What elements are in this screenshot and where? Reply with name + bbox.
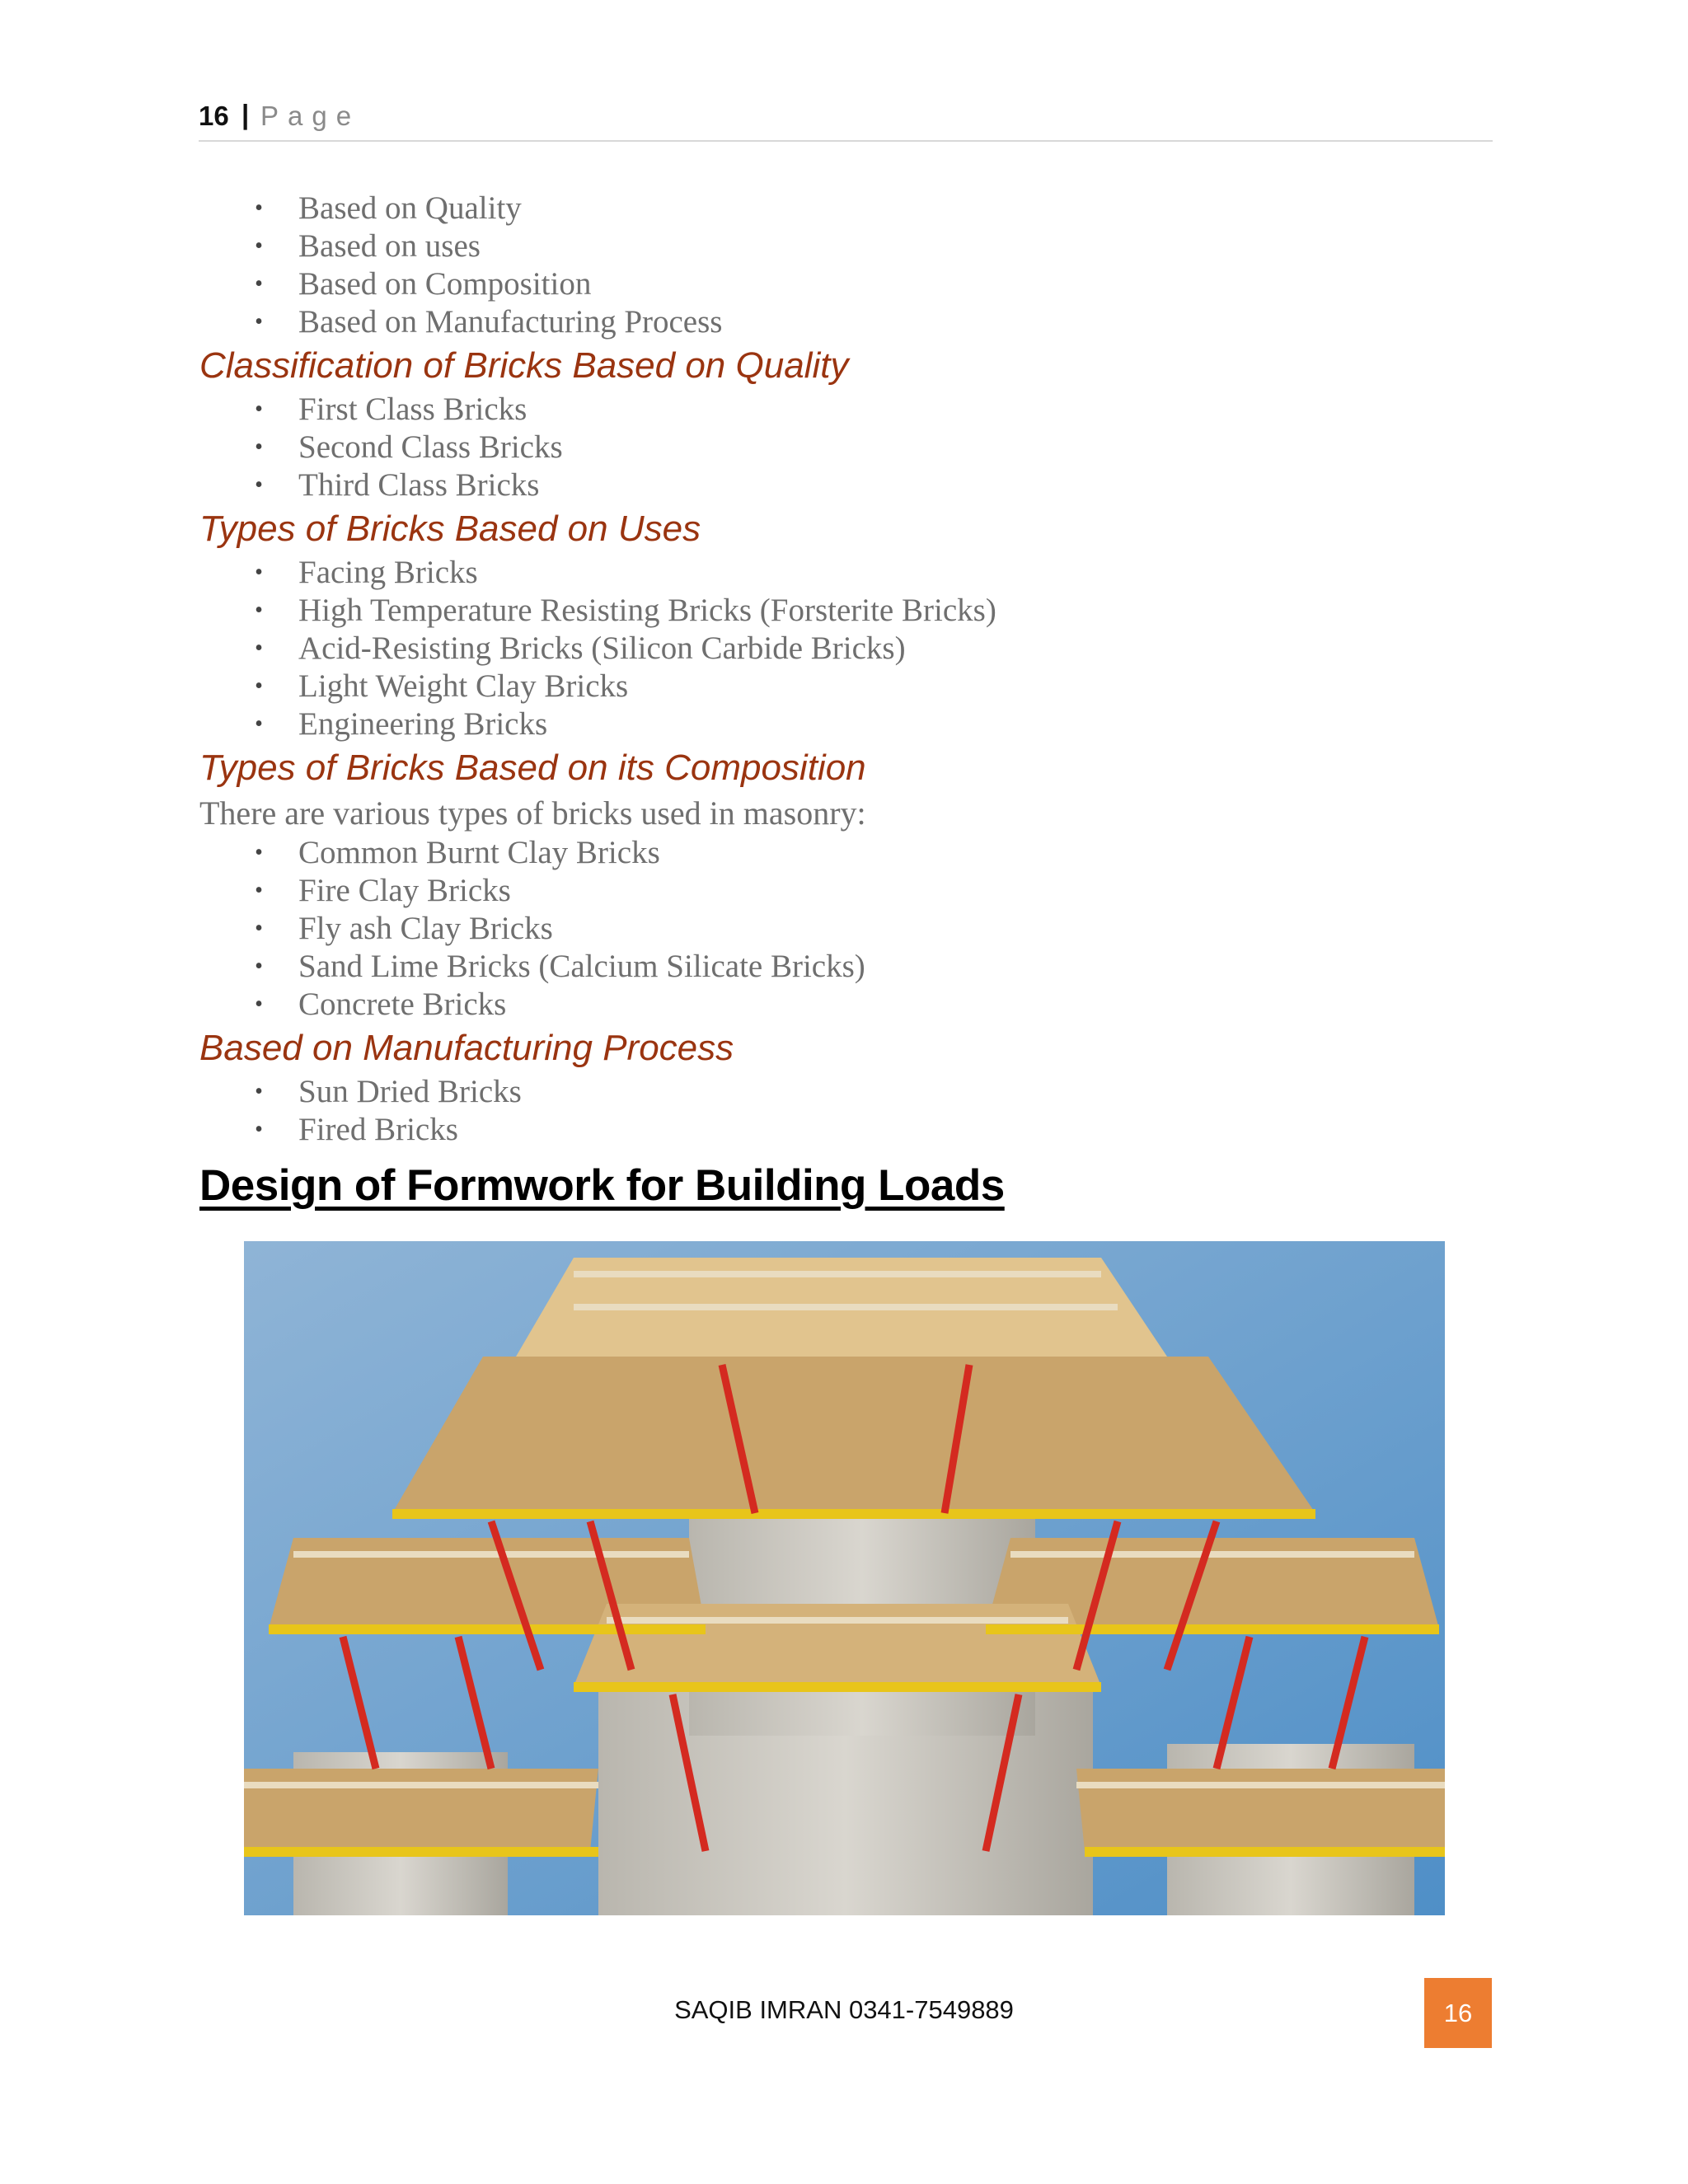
list-item: • Common Burnt Clay Bricks [199,834,1485,872]
list-item: • Second Class Bricks [199,429,1485,466]
list-item: • Based on Quality [199,190,1485,227]
manufacturing-list [199,1073,1485,1149]
list-item: • Third Class Bricks [199,466,1485,504]
section-heading-quality: Classification of Bricks Based on Quality [199,345,849,386]
footer-page-badge: 16 [1424,1978,1492,2048]
bullet-icon: • [255,233,263,259]
section-heading-composition: Types of Bricks Based on its Composition [199,748,866,788]
header-separator: | [241,99,250,129]
page-header [199,97,1493,142]
list-item: • Light Weight Clay Bricks [199,668,1485,705]
bullet-icon: • [255,840,263,865]
list-item: • Based on Composition [199,265,1485,303]
composition-paragraph: There are various types of bricks used in masonry: [199,794,866,832]
bullet-icon: • [255,954,263,979]
list-item: • Sun Dried Bricks [199,1073,1485,1111]
list-item: • Fly ash Clay Bricks [199,910,1485,948]
bullet-icon: • [255,1117,263,1142]
composition-list [199,834,1485,1024]
list-item: • Based on uses [199,227,1485,265]
list-item: • Fire Clay Bricks [199,872,1485,910]
bullet-icon: • [255,673,263,699]
list-item: • Facing Bricks [199,554,1485,592]
list-item: • Concrete Bricks [199,986,1485,1024]
bullet-icon: • [255,396,263,422]
formwork-photo [244,1241,1445,1915]
quality-list [199,391,1485,504]
header-page-label: Page [260,101,361,131]
bullet-icon: • [255,598,263,623]
bullet-icon: • [255,271,263,297]
intro-list [199,190,1485,341]
bullet-icon: • [255,309,263,335]
list-item: • Acid-Resisting Bricks (Silicon Carbide Bricks) [199,630,1485,668]
list-item: • High Temperature Resisting Bricks (Forsterite Bricks) [199,592,1485,630]
bullet-icon: • [255,560,263,585]
list-item: • Fired Bricks [199,1111,1485,1149]
header-page-number: 16 [199,101,229,131]
list-item: • Engineering Bricks [199,705,1485,743]
footer-author: SAQIB IMRAN 0341-7549889 [674,1995,1014,2024]
list-item: • Sand Lime Bricks (Calcium Silicate Bricks) [199,948,1485,986]
main-heading: Design of Formwork for Building Loads [199,1161,1005,1210]
list-item: • Based on Manufacturing Process [199,303,1485,341]
uses-list [199,554,1485,743]
bullet-icon: • [255,434,263,460]
section-heading-uses: Types of Bricks Based on Uses [199,509,701,549]
bullet-icon: • [255,711,263,737]
bullet-icon: • [255,472,263,498]
bullet-icon: • [255,635,263,661]
list-item: • First Class Bricks [199,391,1485,429]
bullet-icon: • [255,1079,263,1104]
section-heading-manufacturing: Based on Manufacturing Process [199,1028,734,1068]
bullet-icon: • [255,991,263,1017]
bullet-icon: • [255,878,263,903]
document-body [199,190,1485,1218]
bullet-icon: • [255,195,263,221]
bullet-icon: • [255,916,263,941]
